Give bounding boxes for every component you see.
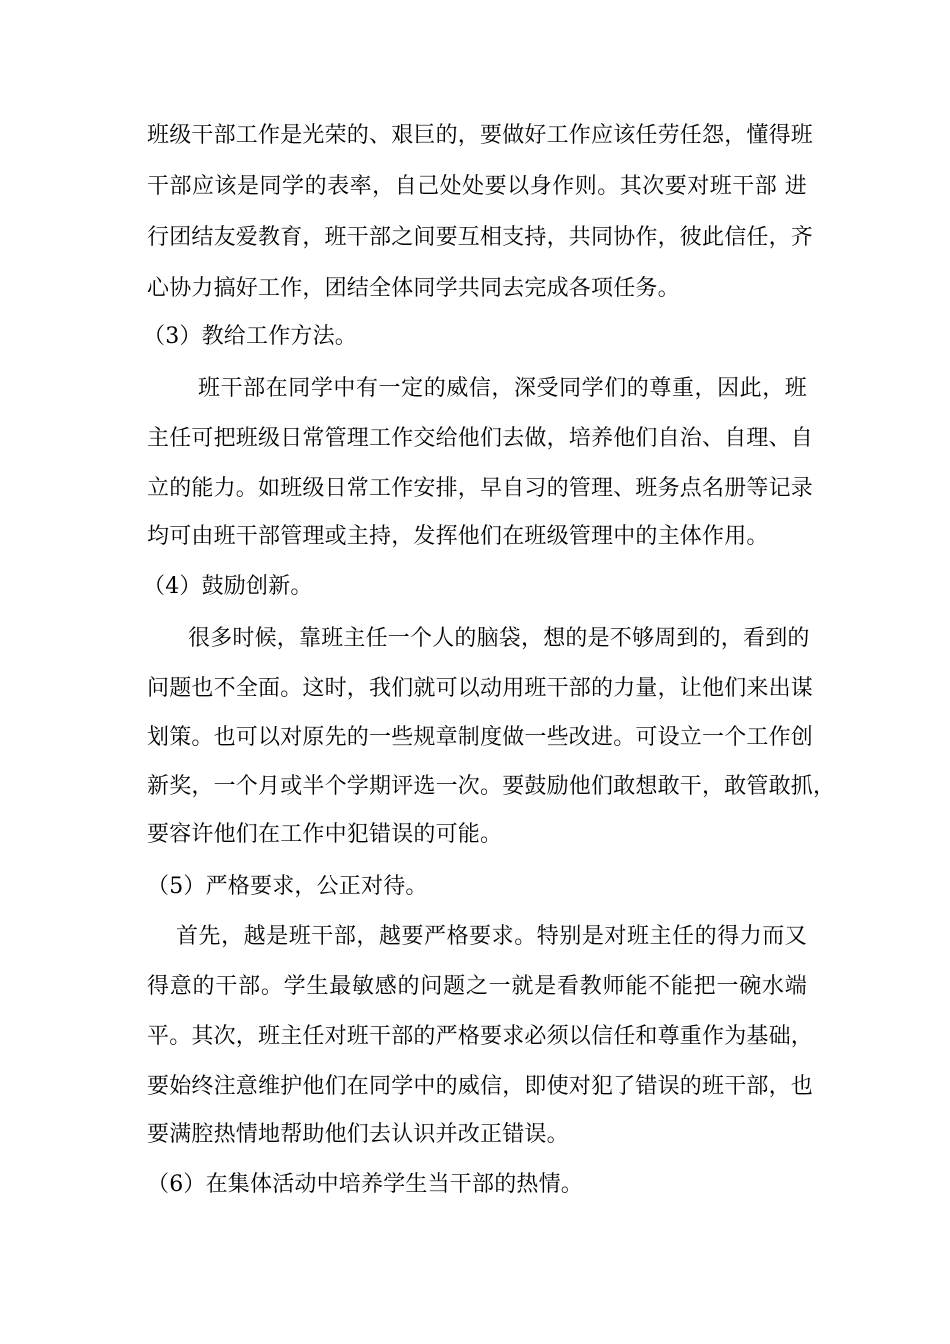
paragraph-line: 首先，越是班干部，越要严格要求。特别是对班主任的得力而又 xyxy=(176,924,807,949)
paragraph-line: 班干部在同学中有一定的威信，深受同学们的尊重，因此，班 xyxy=(198,376,807,401)
paragraph-line: 心协力搞好工作，团结全体同学共同去完成各项任务。 xyxy=(147,276,680,301)
paragraph-line: 干部应该是同学的表率，自己处处要以身作则。其次要对班干部 进 xyxy=(147,174,807,199)
paragraph-line: 要始终注意维护他们在同学中的威信，即使对犯了错误的班干部，也 xyxy=(147,1074,814,1099)
paragraph-line: 班级干部工作是光荣的、艰巨的，要做好工作应该任劳任怨，懂得班 xyxy=(147,123,814,148)
paragraph-line: 要满腔热情地帮助他们去认识并改正错误。 xyxy=(147,1122,569,1147)
paragraph-line: 要容许他们在工作中犯错误的可能。 xyxy=(147,822,503,847)
paragraph-line: 问题也不全面。这时，我们就可以动用班干部的力量，让他们来出谋 xyxy=(147,676,814,701)
section-heading-4: （4）鼓励创新。 xyxy=(143,574,313,599)
paragraph-line: 很多时候，靠班主任一个人的脑袋，想的是不够周到的，看到的 xyxy=(188,626,810,651)
paragraph-line: 划策。也可以对原先的一些规章制度做一些改进。可设立一个工作创 xyxy=(147,725,814,750)
paragraph-line: 主任可把班级日常管理工作交给他们去做，培养他们自治、自理、自 xyxy=(147,426,814,451)
section-heading-6: （6）在集体活动中培养学生当干部的热情。 xyxy=(147,1172,583,1197)
paragraph-line: 立的能力。如班级日常工作安排，早自习的管理、班务点名册等记录 xyxy=(147,476,814,501)
paragraph-line: 行团结友爱教育，班干部之间要互相支持，共同协作，彼此信任，齐 xyxy=(147,225,814,250)
section-heading-3: （3）教给工作方法。 xyxy=(143,324,357,349)
paragraph-line: 新奖，一个月或半个学期评选一次。要鼓励他们敢想敢干，敢管敢抓， xyxy=(147,774,836,799)
paragraph-line: 均可由班干部管理或主持，发挥他们在班级管理中的主体作用。 xyxy=(147,524,769,549)
section-heading-5: （5）严格要求，公正对待。 xyxy=(147,874,428,899)
paragraph-line: 平。其次，班主任对班干部的严格要求必须以信任和尊重作为基础， xyxy=(147,1024,814,1049)
paragraph-line: 得意的干部。学生最敏感的问题之一就是看教师能不能把一碗水端 xyxy=(147,974,807,999)
